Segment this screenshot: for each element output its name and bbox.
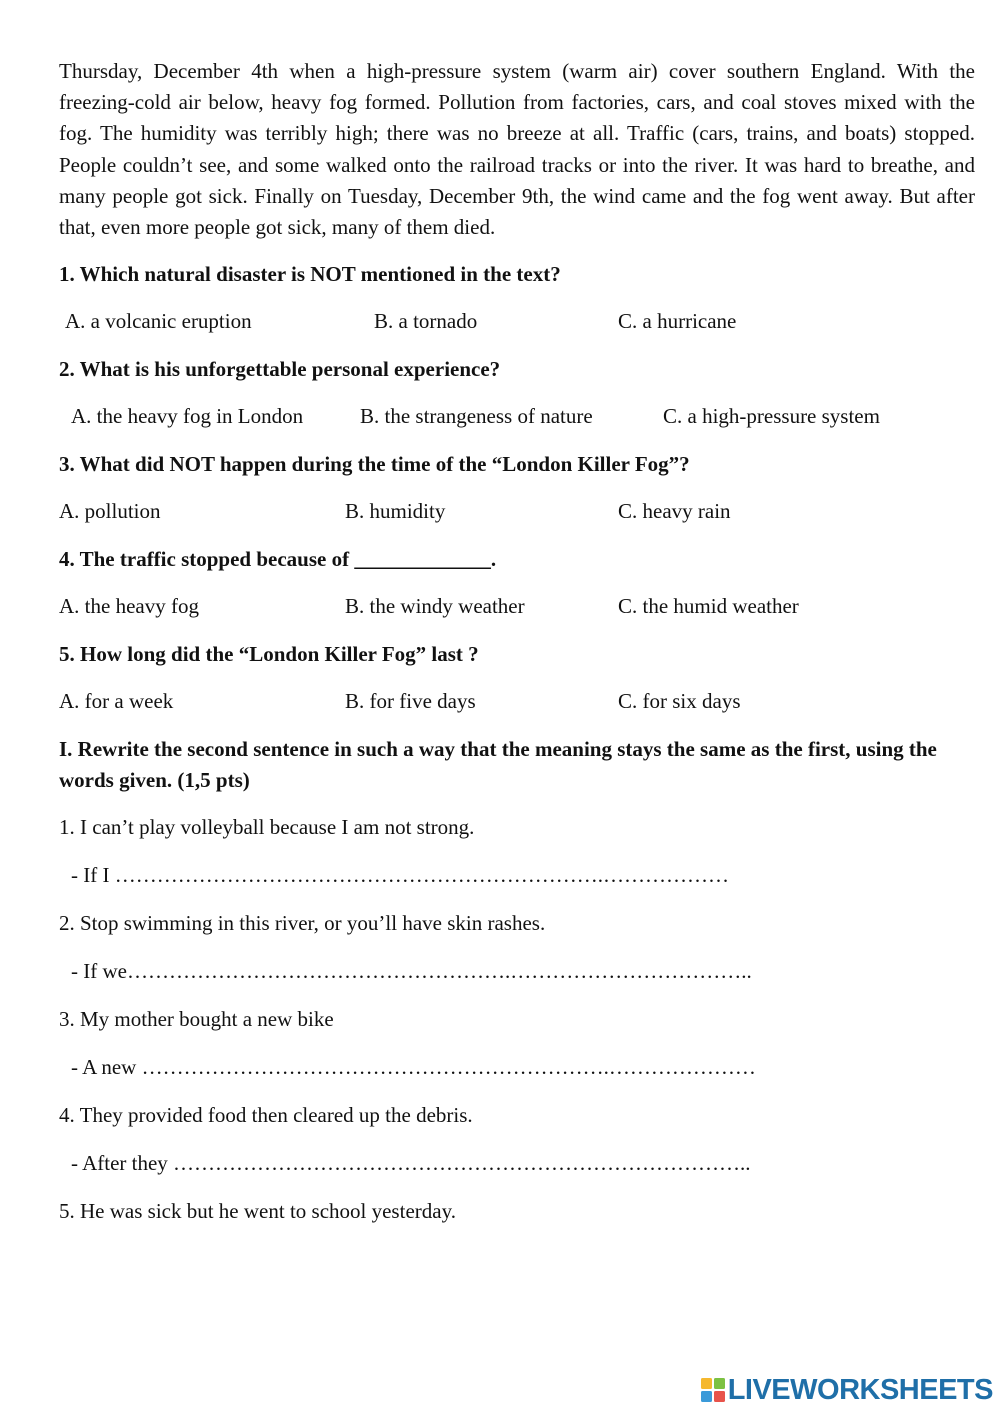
question-4-options: [59, 591, 975, 622]
q5-option-a[interactable]: A. for a week: [59, 689, 174, 714]
q5-option-b[interactable]: B. for five days: [345, 689, 476, 714]
q4-option-a[interactable]: A. the heavy fog: [59, 594, 199, 619]
question-4: 4. The traffic stopped because of _____________.: [59, 547, 497, 572]
q1-option-a[interactable]: A. a volcanic eruption: [65, 309, 252, 334]
question-5-options: [59, 686, 975, 717]
q2-option-a[interactable]: A. the heavy fog in London: [71, 404, 304, 429]
question-3: 3. What did NOT happen during the time of the “London Killer Fog”?: [59, 452, 690, 477]
liveworksheets-logo-text: LIVEWORKSHEETS: [727, 1373, 993, 1406]
rewrite-answer-4[interactable]: - After they ………………………………………………………………………..: [71, 1151, 751, 1176]
q4-option-b[interactable]: B. the windy weather: [345, 594, 525, 619]
question-1: 1. Which natural disaster is NOT mentioned in the text?: [59, 262, 561, 287]
q1-option-b[interactable]: B. a tornado: [374, 309, 478, 334]
q2-option-c[interactable]: C. a high-pressure system: [663, 404, 880, 429]
question-5: 5. How long did the “London Killer Fog” last ?: [59, 642, 479, 667]
question-1-options: [59, 306, 975, 337]
rewrite-sentence-5: 5. He was sick but he went to school yesterday.: [59, 1199, 456, 1224]
rewrite-sentence-3: 3. My mother bought a new bike: [59, 1007, 334, 1032]
question-2-options: [59, 401, 975, 432]
q3-option-c[interactable]: C. heavy rain: [618, 499, 731, 524]
reading-passage: Thursday, December 4th when a high-pressure system (warm air) cover southern England. With the freezing-cold air below, heavy fog formed. Pollution from factories, cars, and coal stoves mixed with the fog. The humidity was terribly high; there was no breeze at all. Traffic (cars, trains, and boats) stopped. People couldn’t see, and some walked onto the railroad tracks or into the river. It was hard to breathe, and many people got sick. Finally on Tuesday, December 9th, the wind came and the fog went away. But after that, even more people got sick, many of them died.: [59, 59, 975, 240]
rewrite-sentence-1: 1. I can’t play volleyball because I am not strong.: [59, 815, 475, 840]
rewrite-answer-2[interactable]: - If we……………………………………………….……………………………..: [71, 959, 752, 984]
liveworksheets-logo-icon: [700, 1377, 726, 1403]
q1-option-c[interactable]: C. a hurricane: [618, 309, 737, 334]
liveworksheets-logo[interactable]: [700, 1373, 993, 1407]
rewrite-answer-3[interactable]: - A new ………………………………………………………….…………………: [71, 1055, 756, 1080]
worksheet-page: [59, 56, 975, 1227]
q4-option-c[interactable]: C. the humid weather: [618, 594, 799, 619]
q2-option-b[interactable]: B. the strangeness of nature: [360, 404, 593, 429]
q3-option-b[interactable]: B. humidity: [345, 499, 446, 524]
rewrite-sentence-4: 4. They provided food then cleared up the debris.: [59, 1103, 473, 1128]
q5-option-c[interactable]: C. for six days: [618, 689, 741, 714]
question-3-options: [59, 496, 975, 527]
q3-option-a[interactable]: A. pollution: [59, 499, 161, 524]
rewrite-sentence-2: 2. Stop swimming in this river, or you’ll have skin rashes.: [59, 911, 546, 936]
rewrite-answer-1[interactable]: - If I …………………………………………………………….………………: [71, 863, 729, 888]
section-title: I. Rewrite the second sentence in such a way that the meaning stays the same as the first, using the words given. (1,5 pts): [59, 737, 937, 793]
question-2: 2. What is his unforgettable personal experience?: [59, 357, 501, 382]
